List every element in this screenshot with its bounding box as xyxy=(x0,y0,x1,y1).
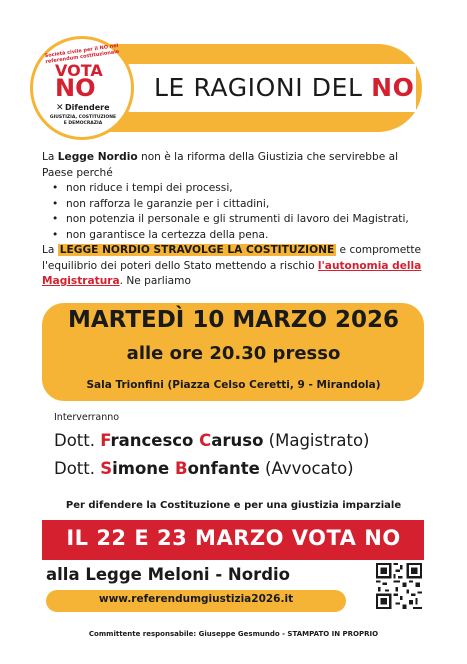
logo-ring-text: Società civile per il NO nel referendum costituzionale xyxy=(44,42,120,66)
logo-difendere: Difendere xyxy=(65,103,110,112)
list-item: • non riduce i tempi dei processi, xyxy=(52,181,422,197)
law-line: alla Legge Meloni - Nordio xyxy=(46,565,291,584)
constitution-highlight: LEGGE NORDIO STRAVOLGE LA COSTITUZIONE xyxy=(59,244,335,256)
list-item: • non potenzia il personale e gli strumenti di lavoro dei Magistrati, xyxy=(52,212,422,228)
qr-code-icon[interactable] xyxy=(376,563,422,609)
speakers-label: Interverranno xyxy=(54,412,120,423)
cross-icon: ✕ xyxy=(56,103,64,113)
title-no-emphasis: NO xyxy=(371,73,415,102)
speaker-caruso: Dott. Francesco Caruso (Magistrato) xyxy=(54,431,370,450)
autonomy-highlight: l'autonomia della Magistratura xyxy=(42,259,422,287)
footer-committee: Committente responsabile: Giuseppe Gesmundo - STAMPATO IN PROPRIO xyxy=(88,630,379,638)
vota-no-logo xyxy=(30,36,134,140)
intro-paragraph: La Legge Nordio non è la riforma della Giustizia che servirebbe al Paese perché xyxy=(42,151,399,179)
event-time: alle ore 20.30 presso xyxy=(126,343,341,364)
list-item: • non rafforza le garanzie per i cittadini, xyxy=(52,197,422,213)
event-venue: Sala Trionfini (Piazza Celso Ceretti, 9 - Mirandola) xyxy=(86,379,381,391)
website-link[interactable]: www.referendumgiustizia2026.it xyxy=(98,593,294,605)
event-date: MARTEDÌ 10 MARZO 2026 xyxy=(67,307,400,333)
logo-subtitle: GIUSTIZIA, COSTITUZIONE E DEMOCRAZIA xyxy=(49,115,117,126)
vote-date-banner: IL 22 E 23 MARZO VOTA NO xyxy=(66,526,401,550)
defend-slogan: Per difendere la Costituzione e per una giustizia imparziale xyxy=(65,500,402,511)
reasons-list xyxy=(52,181,422,243)
page-title: LE RAGIONI DEL NO xyxy=(154,73,415,102)
law-name: Legge Nordio xyxy=(57,151,138,163)
logo-vota: VOTA xyxy=(55,61,103,80)
list-item: • non garantisce la certezza della pena. xyxy=(52,228,422,244)
speaker-bonfante: Dott. Simone Bonfante (Avvocato) xyxy=(54,459,354,478)
constitution-paragraph: La LEGGE NORDIO STRAVOLGE LA COSTITUZIONE e compromette l'equilibrio dei poteri dello Stato mettendo a rischio l'autonomia della Magistratura. Ne parliamo xyxy=(42,244,422,287)
logo-no: NO xyxy=(55,74,96,102)
